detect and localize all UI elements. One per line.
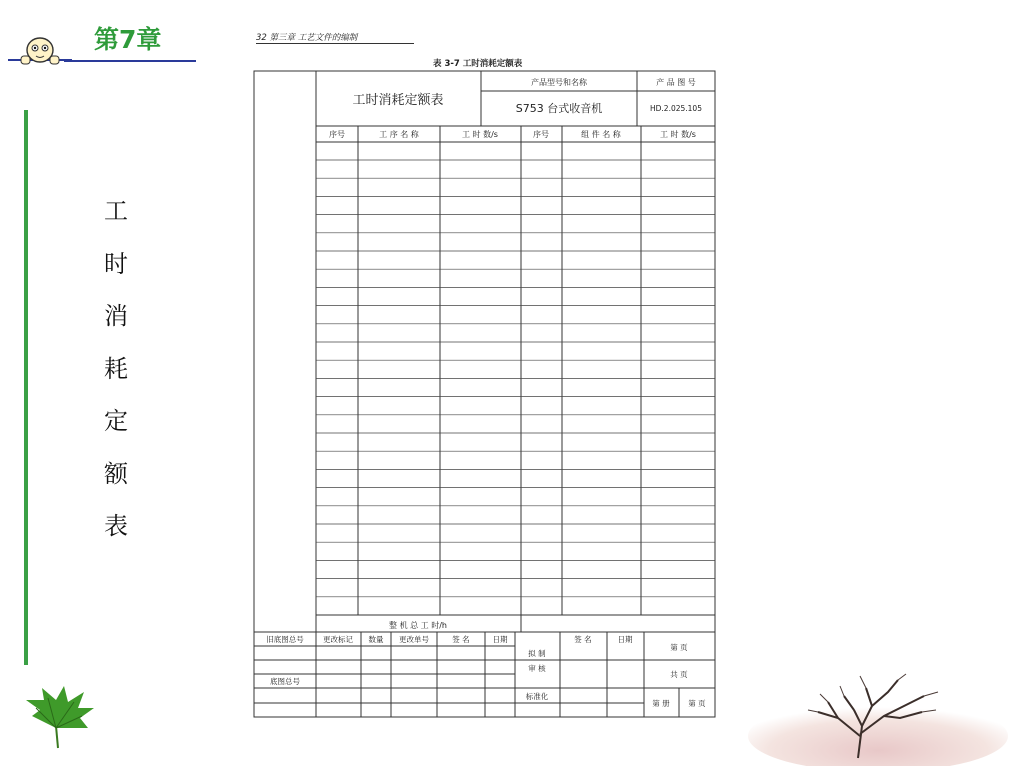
product-model-value: S753 台式收音机 — [515, 102, 603, 115]
volume-page-label: 第 页 — [688, 699, 706, 708]
column-header: 序号 — [533, 130, 549, 139]
total-pages-label: 共 页 — [670, 670, 688, 679]
old-base-number-label: 旧底图总号 — [266, 635, 304, 644]
volume-label: 第 册 — [652, 699, 670, 708]
column-header: 工 序 名 称 — [379, 130, 419, 139]
vertical-title-char: 时 — [104, 249, 128, 278]
vertical-title-char: 表 — [104, 512, 128, 540]
signature-label: 签 名 — [452, 635, 470, 644]
page-header: 32 第三章 工艺文件的编制 — [256, 33, 358, 43]
form-main-title: 工时消耗定额表 — [352, 93, 444, 108]
column-header: 序号 — [329, 130, 345, 139]
product-drawing-value: HD.2.025.105 — [650, 104, 702, 113]
page-number-label: 第 页 — [670, 643, 688, 652]
signature-label: 签 名 — [574, 635, 592, 644]
vertical-title-char: 定 — [104, 407, 128, 435]
total-hours-label: 整 机 总 工 时/h — [389, 621, 447, 630]
column-header: 工 时 数/s — [462, 130, 498, 139]
change-doc-label: 更改单号 — [399, 635, 429, 644]
date-label: 日期 — [617, 635, 633, 644]
review-label: 审 核 — [528, 664, 546, 673]
column-header: 工 时 数/s — [660, 130, 696, 139]
table-title: 表 3-7 工时消耗定额表 — [433, 59, 523, 69]
vertical-title-char: 消 — [104, 302, 128, 330]
base-number-label: 底图总号 — [270, 677, 300, 686]
product-model-label: 产品型号和名称 — [531, 78, 587, 87]
vertical-title-char: 额 — [104, 459, 128, 488]
quantity-label: 数量 — [368, 635, 384, 644]
vertical-title-char: 耗 — [104, 354, 128, 383]
chapter-label: 第7章 — [94, 25, 162, 54]
standardization-label: 标准化 — [525, 692, 549, 701]
change-mark-label: 更改标记 — [323, 635, 353, 644]
product-drawing-label: 产 品 图 号 — [656, 78, 696, 87]
draft-label: 拟 制 — [528, 649, 546, 658]
column-header: 组 件 名 称 — [581, 130, 621, 139]
date-label: 日期 — [492, 635, 508, 644]
vertical-title-char: 工 — [104, 197, 128, 225]
